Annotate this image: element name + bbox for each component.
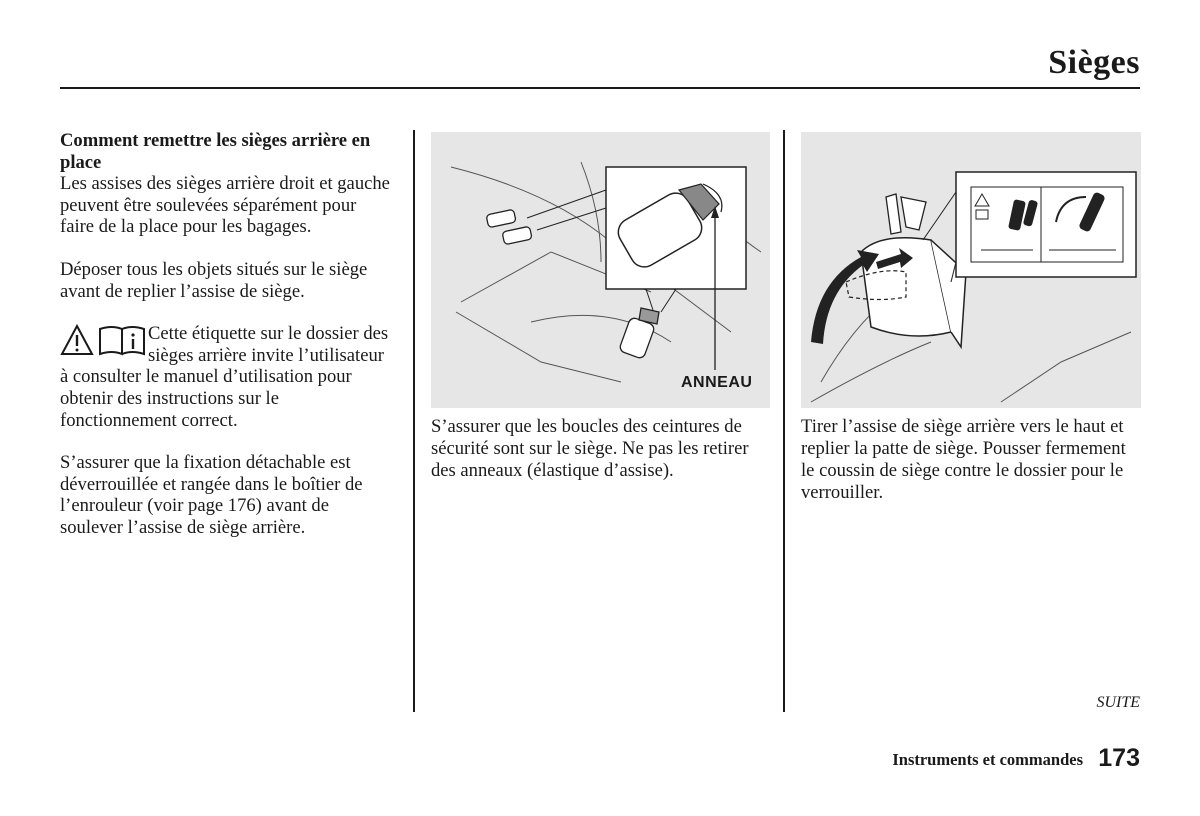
warning-triangle-icon (62, 326, 92, 354)
caution-icons (60, 324, 146, 356)
label-inset (956, 172, 1136, 277)
paragraph-rear-seats: Les assises des sièges arrière droit et gauche peuvent être soulevées séparément pour faire de la place pour les bagages. (60, 173, 390, 238)
figure2-caption: Tirer l’assise de siège arrière vers le haut et replier la patte de siège. Pousser fermement le coussin de siège contre le dossier pour le verrouiller. (801, 416, 1126, 503)
page-number: 173 (1098, 744, 1140, 772)
manual-book-icon (100, 327, 144, 354)
section-subheading: Comment remettre les sièges arrière en place (60, 130, 371, 173)
figure-seat-cushion (801, 132, 1141, 408)
seat-cushion-illustration (801, 132, 1141, 408)
ring-label: ANNEAU (681, 374, 753, 391)
paragraph-detachable-anchor: S’assurer que la fixation détachable est déverrouillée et rangée dans le boîtier de l’enrouleur (voir page 176) avant de soulever l’assise de siège arrière. (60, 452, 363, 538)
figure1-caption: S’assurer que les boucles des ceintures de sécurité sont sur le siège. Ne pas les retirer des anneaux (élastique d’assise). (431, 416, 749, 481)
figure-seatbelt-buckles (431, 132, 770, 408)
zoom-inset (606, 167, 746, 289)
seatbelt-buckle-illustration (431, 132, 770, 408)
title-rule (60, 87, 1140, 89)
paragraph-remove-objects: Déposer tous les objets situés sur le siège avant de replier l’assise de siège. (60, 258, 368, 302)
headrest (886, 194, 926, 234)
caution-label-text: Cette étiquette sur le dossier des sièges arrière invite l’utilisateur à consulter le manuel d’utilisation pour obtenir des instructions sur le fonctionnement correct. (60, 323, 389, 431)
page-title: Sièges (1048, 44, 1140, 81)
column-divider-1 (413, 130, 415, 712)
column-divider-2 (783, 130, 785, 712)
continued-indicator: SUITE (1096, 694, 1140, 711)
caution-block (60, 323, 392, 431)
buckle-bottom (619, 308, 659, 359)
footer-section-title: Instruments et commandes (892, 750, 1083, 769)
left-column (60, 130, 392, 560)
buckle-left (486, 209, 532, 245)
